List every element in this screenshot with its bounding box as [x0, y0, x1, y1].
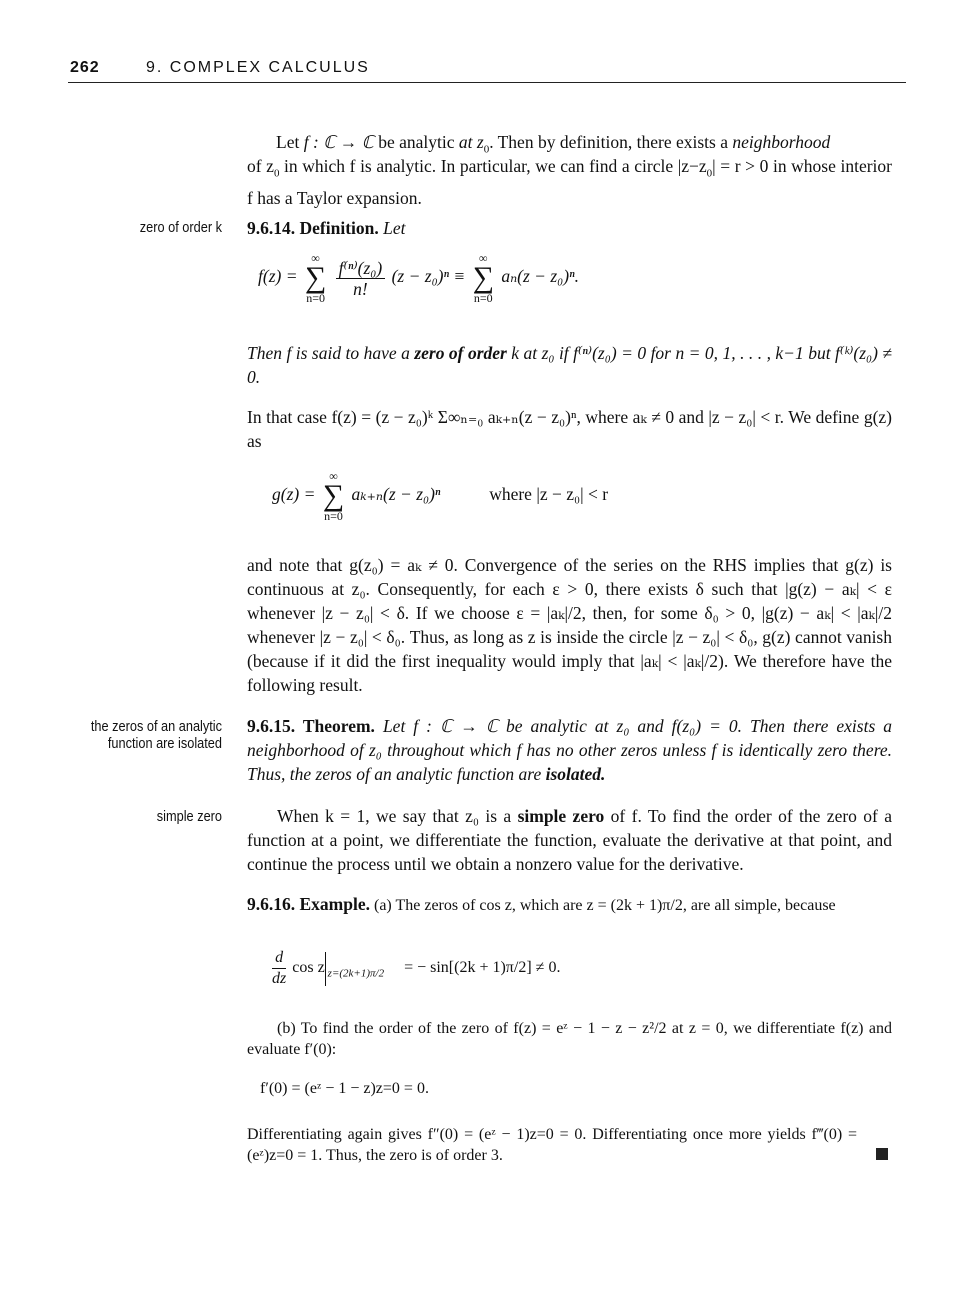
continuity-paragraph: and note that g(z₀) = aₖ ≠ 0. Convergence of the series on the RHS implies that g(z) is continuous at z₀. Consequently, for each ε > 0, there exists δ such that |g(z) − aₖ| < ε whenever |z − z₀| < δ. If we choose ε = |aₖ|/2, then, for some δ₀ > 0, |g(z) − aₖ| < |aₖ|/2 whenever |z − z₀| < δ₀. Thus, as long as z is inside the circle |z − z₀| < δ₀, g(z) cannot vanish (because if it did the first inequality would imply that |aₖ| < |aₖ|/2). We therefore have the following result.	[247, 555, 892, 695]
page-number: 262	[70, 59, 100, 76]
definition-formula: f(z) = ∞ ∑ n=0 $\frac{\text{f⁽ⁿ⁾(z₀)}}{n!}$ (z − z₀)ⁿ ≡ ∞ ∑ n=0 aₙ(z − z₀)ⁿ.	[258, 251, 579, 305]
chapter-title: 9. COMPLEX CALCULUS	[146, 59, 370, 76]
margin-note-zeros-isolated: the zeros of an analytic function are isolated	[90, 718, 222, 752]
intro-paragraph-cont: of $z_0$ in which f is analytic. In particular, we can find a circle $|z-z_0| = r > 0$ in whose interior f has a Taylor expansion.	[247, 156, 892, 208]
definition-heading: 9.6.14. Definition. Let	[247, 218, 406, 238]
page-header	[68, 58, 906, 83]
theorem: 9.6.15. Theorem. Let f : ℂ → ℂ be analytic at z₀ and f(z₀) = 0. Then there exists a neighborhood of z₀ throughout which f has no other zeros unless f is identically zero there. Thus, the zeros of an analytic function are isolated.	[247, 716, 893, 784]
example-part-a: 9.6.16. Example. (a) The zeros of cos z, which are z = (2k + 1)π/2, are all simple, because	[247, 894, 836, 914]
margin-note-simple-zero: simple zero	[156, 808, 222, 825]
definition-statement: Then f is said to have a zero of order k at z₀ if f⁽ⁿ⁾(z₀) = 0 for n = 0, 1, . . . , k−1 but f⁽ᵏ⁾(z₀) ≠ 0.	[247, 343, 893, 387]
qed-square-icon	[876, 1148, 888, 1160]
case-paragraph: In that case f(z) = (z − z₀)ᵏ Σ∞ₙ₌₀ aₖ₊ₙ(z − z₀)ⁿ, where aₖ ≠ 0 and |z − z₀| < r. We define g(z) as	[247, 407, 892, 451]
margin-note-zero-of-order: zero of order k	[139, 219, 222, 236]
g-formula: g(z) = ∞ ∑ n=0 aₖ₊ₙ(z − z₀)ⁿ where |z − z₀| < r	[272, 469, 609, 523]
cos-derivative-formula: $\frac{d}{dz}$ cos z $_{z=(2k+1)\pi/2}$ = − sin[(2k + 1)π/2] ≠ 0.	[272, 949, 561, 987]
example-part-b: (b) To find the order of the zero of f(z) = eᶻ − 1 − z − z²/2 at z = 0, we differentiate f(z) and evaluate f′(0):	[247, 1020, 892, 1058]
example-conclusion: Differentiating again gives f″(0) = (eᶻ − 1)z=0 = 0. Differentiating once more yields f‴(0) = (eᶻ)z=0 = 1. Thus, the zero is of order 3.	[247, 1126, 857, 1164]
intro-paragraph: Let f : ℂ → ℂ be analytic at $z_0$. Then by definition, there exists a neighborhood	[276, 132, 831, 156]
simple-zero-paragraph: When k = 1, we say that z₀ is a simple zero of f. To find the order of the zero of a function at a point, we differentiate the function, evaluate the derivative at that point, and continue the process until we obtain a nonzero value for the derivative.	[247, 806, 893, 874]
fprime-formula: f′(0) = (eᶻ − 1 − z)z=0 = 0.	[260, 1080, 429, 1097]
